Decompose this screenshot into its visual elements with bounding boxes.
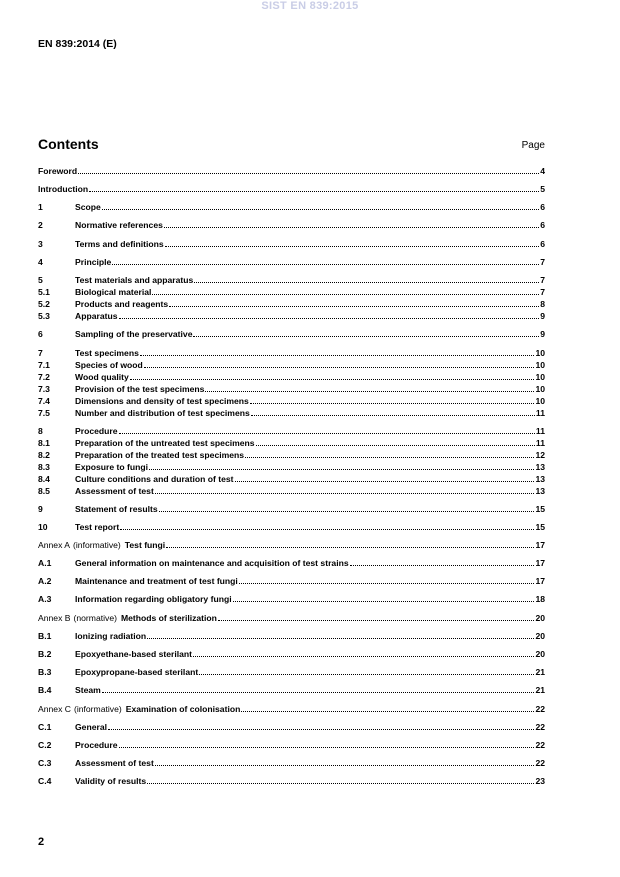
toc-entry-title: General (75, 722, 108, 732)
toc-entry[interactable] (38, 538, 545, 550)
watermark: SIST EN 839:2015 (261, 0, 359, 12)
toc-entry-number: 8.4 (38, 474, 50, 484)
toc-entry-number: 8.3 (38, 462, 50, 472)
toc-entry-title: Test specimens (75, 348, 139, 358)
toc-leader-dots (130, 370, 535, 380)
toc-entry[interactable] (38, 382, 545, 394)
toc-entry[interactable] (38, 273, 545, 285)
toc-entry-page: 21 (535, 685, 545, 695)
toc-entry-page: 20 (535, 649, 545, 659)
toc-leader-dots (140, 346, 535, 356)
toc-leader-dots (193, 327, 539, 337)
toc-leader-dots (239, 574, 535, 584)
toc-entry[interactable] (38, 436, 545, 448)
toc-entry-number: 7.2 (38, 372, 50, 382)
toc-entry-page: 18 (535, 594, 545, 604)
toc-entry-page: 21 (535, 667, 545, 677)
toc-leader-dots (169, 297, 539, 307)
toc-entry-number: A.1 (38, 558, 52, 568)
toc-entry-page: 10 (535, 348, 545, 358)
toc-entry-title: Test fungi (124, 540, 166, 550)
toc-leader-dots (205, 382, 534, 392)
toc-entry[interactable] (38, 556, 545, 568)
toc-entry-page: 20 (535, 613, 545, 623)
toc-entry-title: Normative references (75, 220, 163, 230)
toc-entry[interactable] (38, 200, 545, 212)
toc-entry-title: Preparation of the untreated test specimens (75, 438, 255, 448)
toc-entry[interactable] (38, 182, 545, 194)
toc-entry-number: 7.1 (38, 360, 50, 370)
toc-entry[interactable] (38, 327, 545, 339)
toc-leader-dots (235, 472, 535, 482)
toc-entry-title: Ionizing radiation (75, 631, 147, 641)
toc-leader-dots (165, 237, 540, 247)
toc-leader-dots (250, 394, 535, 404)
toc-leader-dots (194, 273, 539, 283)
toc-leader-dots (78, 164, 539, 174)
toc-entry-title: Provision of the test specimens (75, 384, 205, 394)
toc-entry[interactable] (38, 218, 545, 230)
toc-entry[interactable] (38, 502, 545, 514)
toc-entry-title: Apparatus (75, 311, 118, 321)
toc-entry-title: Foreword (38, 166, 78, 176)
toc-entry-title: Species of wood (75, 360, 143, 370)
toc-entry-page: 17 (535, 540, 545, 550)
toc-entry-annex-label: Annex B (38, 613, 71, 623)
toc-entry-title: Procedure (75, 740, 118, 750)
toc-entry-title: Information regarding obligatory fungi (75, 594, 232, 604)
toc-entry-title: Epoxyethane-based sterilant (75, 649, 193, 659)
document-id: EN 839:2014 (E) (38, 38, 117, 50)
toc-leader-dots (119, 424, 535, 434)
toc-entry-title: Test report (75, 522, 120, 532)
toc-entry-page: 12 (535, 450, 545, 460)
toc-entry[interactable] (38, 424, 545, 436)
toc-entry[interactable] (38, 448, 545, 460)
toc-entry[interactable] (38, 394, 545, 406)
toc-entry-title: Introduction (38, 184, 89, 194)
toc-leader-dots (147, 774, 534, 784)
toc-entry-number: B.3 (38, 667, 52, 677)
toc-entry-title: Products and reagents (75, 299, 169, 309)
toc-entry-page: 13 (535, 474, 545, 484)
toc-entry-annex-kind: (informative) (73, 540, 121, 550)
toc-entry-page: 22 (535, 704, 545, 714)
page-column-label: Page (521, 140, 545, 151)
toc-entry-page: 13 (535, 486, 545, 496)
toc-entry-page: 9 (540, 329, 545, 339)
toc-entry-number: B.4 (38, 685, 52, 695)
toc-entry-title: Scope (75, 202, 101, 212)
toc-leader-dots (251, 406, 535, 416)
toc-entry-page: 4 (540, 166, 545, 176)
toc-entry-number: 7.3 (38, 384, 50, 394)
toc-entry-title: General information on maintenance and acquisition of test strains (75, 558, 349, 568)
toc-entry-annex-label: Annex A (38, 540, 71, 550)
footer-page-number: 2 (38, 836, 45, 848)
toc-entry-title: Exposure to fungi (75, 462, 149, 472)
toc-entry-number: B.1 (38, 631, 52, 641)
toc-entry-number: 2 (38, 220, 43, 230)
toc-entry-title: Biological material (75, 287, 152, 297)
toc-entry[interactable] (38, 574, 545, 586)
toc-entry-annex-kind: (normative) (73, 613, 117, 623)
toc-entry[interactable] (38, 255, 545, 267)
toc-entry-number: 6 (38, 329, 43, 339)
toc-entry-page: 10 (535, 396, 545, 406)
toc-entry-number: A.2 (38, 576, 52, 586)
toc-leader-dots (149, 460, 534, 470)
toc-leader-dots (233, 592, 535, 602)
toc-entry-page: 6 (540, 239, 545, 249)
toc-entry-page: 9 (540, 311, 545, 321)
toc-entry-page: 17 (535, 558, 545, 568)
toc-entry[interactable] (38, 665, 545, 677)
toc-entry[interactable] (38, 738, 545, 750)
toc-entry-title: Wood quality (75, 372, 129, 382)
toc-entry-number: 8.5 (38, 486, 50, 496)
toc-entry-number: 10 (38, 522, 48, 532)
toc-entry-page: 20 (535, 631, 545, 641)
toc-entry-page: 7 (540, 257, 545, 267)
toc-entry-title: Dimensions and density of test specimens (75, 396, 249, 406)
toc-leader-dots (112, 255, 539, 265)
toc-entry-number: 7.5 (38, 408, 50, 418)
toc-entry-title: Methods of sterilization (120, 613, 217, 623)
toc-leader-dots (245, 448, 534, 458)
toc-leader-dots (144, 358, 535, 368)
toc-entry-title: Examination of colonisation (125, 704, 241, 714)
toc-entry-title: Principle (75, 257, 112, 267)
toc-entry-number: 8 (38, 426, 43, 436)
toc-entry[interactable] (38, 164, 545, 176)
toc-entry-number: C.1 (38, 722, 52, 732)
toc-entry-number: 9 (38, 504, 43, 514)
toc-entry[interactable] (38, 472, 545, 484)
toc-entry[interactable] (38, 647, 545, 659)
toc-entry-number: 5.3 (38, 311, 50, 321)
toc-entry[interactable] (38, 683, 545, 695)
toc-leader-dots (89, 182, 539, 192)
toc-leader-dots (108, 720, 534, 730)
toc-entry[interactable] (38, 237, 545, 249)
toc-entry-title: Steam (75, 685, 101, 695)
toc-entry-title: Assessment of test (75, 758, 154, 768)
toc-entry-page: 22 (535, 740, 545, 750)
toc-entry-page: 10 (535, 384, 545, 394)
toc-entry[interactable] (38, 297, 545, 309)
toc-entry[interactable] (38, 460, 545, 472)
toc-entry[interactable] (38, 346, 545, 358)
toc-leader-dots (164, 218, 539, 228)
toc-leader-dots (241, 702, 534, 712)
toc-entry-title: Statement of results (75, 504, 158, 514)
toc-entry-title: Sampling of the preservative (75, 329, 193, 339)
toc-entry-page: 8 (540, 299, 545, 309)
toc-entry[interactable] (38, 309, 545, 321)
toc-entry[interactable] (38, 592, 545, 604)
toc-entry-title: Maintenance and treatment of test fungi (75, 576, 238, 586)
toc-entry[interactable] (38, 720, 545, 732)
toc-entry[interactable] (38, 370, 545, 382)
toc-leader-dots (155, 756, 535, 766)
toc-entry-title: Assessment of test (75, 486, 154, 496)
toc-entry-title: Culture conditions and duration of test (75, 474, 234, 484)
toc-entry-number: B.2 (38, 649, 52, 659)
toc-entry[interactable] (38, 774, 545, 786)
toc-entry-page: 6 (540, 220, 545, 230)
toc-leader-dots (155, 484, 535, 494)
toc-entry-page: 11 (535, 426, 545, 436)
toc-entry[interactable] (38, 520, 545, 532)
contents-heading: Contents (38, 136, 99, 152)
toc-entry-number: 4 (38, 257, 43, 267)
toc-entry-number: 5 (38, 275, 43, 285)
toc-entry-number: 5.1 (38, 287, 50, 297)
toc-entry-title: Terms and definitions (75, 239, 164, 249)
toc-entry[interactable] (38, 358, 545, 370)
toc-entry-number: 7.4 (38, 396, 50, 406)
toc-entry-number: C.3 (38, 758, 52, 768)
toc-entry-title: Test materials and apparatus (75, 275, 194, 285)
toc-entry[interactable] (38, 629, 545, 641)
toc-entry-number: C.2 (38, 740, 52, 750)
toc-entry-number: C.4 (38, 776, 52, 786)
toc-entry-page: 10 (535, 360, 545, 370)
toc-leader-dots (350, 556, 535, 566)
toc-entry-title: Validity of results (75, 776, 147, 786)
toc-leader-dots (102, 200, 539, 210)
toc-entry-number: 3 (38, 239, 43, 249)
toc-entry-annex-kind: (informative) (73, 704, 122, 714)
toc-entry[interactable] (38, 285, 545, 297)
toc-entry-page: 7 (540, 275, 545, 285)
toc-entry-number: 7 (38, 348, 43, 358)
toc-entry-title: Procedure (75, 426, 118, 436)
toc-entry-page: 10 (535, 372, 545, 382)
toc-leader-dots (119, 309, 540, 319)
toc-entry-page: 23 (535, 776, 545, 786)
toc-leader-dots (199, 665, 534, 675)
toc-entry-page: 13 (535, 462, 545, 472)
toc-entry-page: 6 (540, 202, 545, 212)
toc-leader-dots (152, 285, 539, 295)
toc-entry[interactable] (38, 756, 545, 768)
toc-leader-dots (102, 683, 535, 693)
toc-entry-page: 22 (535, 722, 545, 732)
toc-entry-page: 5 (540, 184, 545, 194)
toc-entry-page: 22 (535, 758, 545, 768)
toc-entry-number: 8.2 (38, 450, 50, 460)
toc-leader-dots (159, 502, 535, 512)
toc-entry[interactable] (38, 406, 545, 418)
toc-entry-title: Number and distribution of test specimens (75, 408, 250, 418)
toc-entry-page: 15 (535, 504, 545, 514)
toc-entry[interactable] (38, 702, 545, 714)
toc-entry[interactable] (38, 611, 545, 623)
toc-entry-title: Epoxypropane-based sterilant (75, 667, 199, 677)
toc-leader-dots (218, 611, 535, 621)
toc-entry-page: 11 (535, 408, 545, 418)
toc-entry-title: Preparation of the treated test specimens (75, 450, 245, 460)
toc-leader-dots (120, 520, 534, 530)
toc-entry-number: 1 (38, 202, 43, 212)
toc-entry[interactable] (38, 484, 545, 496)
toc-entry-annex-label: Annex C (38, 704, 71, 714)
toc-entry-number: 5.2 (38, 299, 50, 309)
toc-entry-page: 7 (540, 287, 545, 297)
toc-entry-number: A.3 (38, 594, 52, 604)
toc-entry-page: 11 (535, 438, 545, 448)
toc-entry-number: 8.1 (38, 438, 50, 448)
toc-leader-dots (147, 629, 534, 639)
toc-entry-page: 17 (535, 576, 545, 586)
toc-leader-dots (119, 738, 535, 748)
toc-leader-dots (256, 436, 535, 446)
toc-leader-dots (193, 647, 534, 657)
toc-entry-page: 15 (535, 522, 545, 532)
toc-leader-dots (166, 538, 534, 548)
